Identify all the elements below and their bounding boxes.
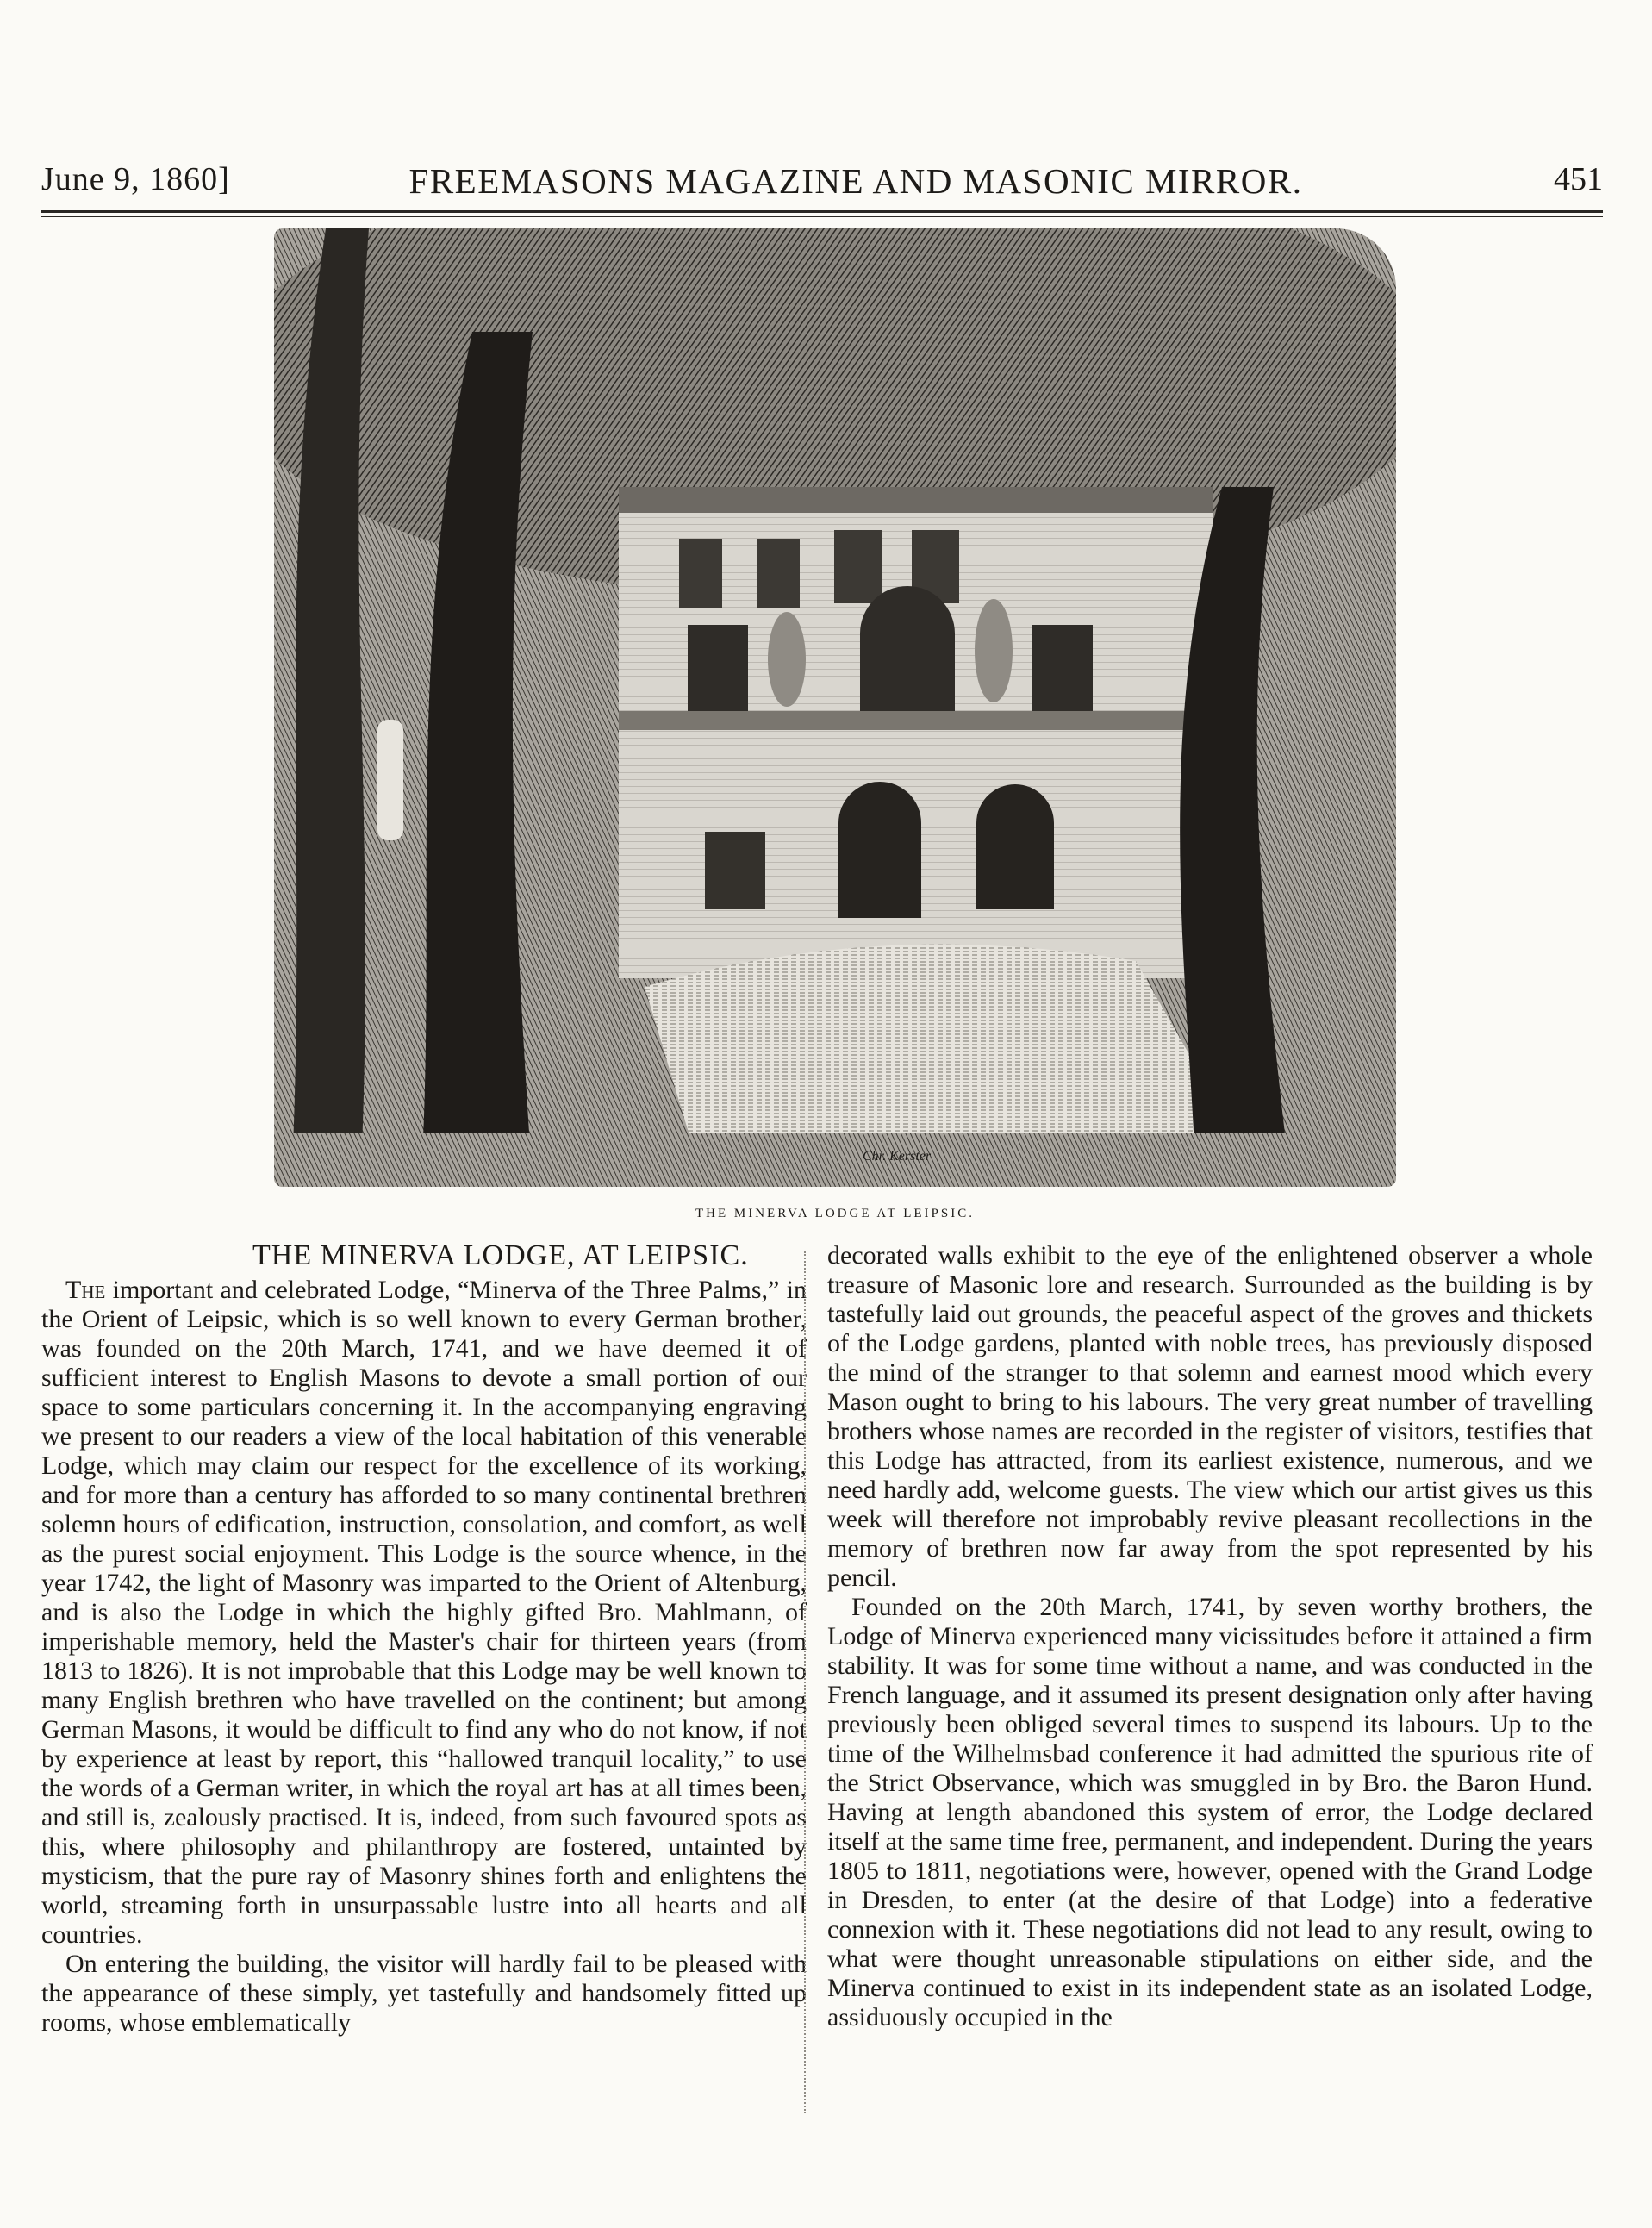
running-header: [41, 160, 1603, 210]
column-right: [827, 1241, 1593, 2032]
garden-statue: [377, 720, 403, 840]
header-rule-thin: [41, 216, 1603, 217]
engraver-signature: Chr. Kerster: [863, 1149, 932, 1164]
paragraph-text: important and celebrated Lodge, “Minerva of the Three Palms,” in the Orient of Leipsic, which is so well known to every German brother, was founded on the 20th March, 1741, and we have deemed it of sufficient interest to English Masons to devote a small portion of our space to some particulars concerning it. In the accompanying engraving we present to our readers a view of the local habitation of this venerable Lodge, which may claim our respect for the excellence of its working, and for more than a century has afforded to so many continental brethren solemn hours of edification, instruction, consolation, and comfort, as well as the purest social enjoyment. This Lodge is the source whence, in the year 1742, the light of Masonry was imparted to the Orient of Altenburg, and is also the Lodge in which the highly gifted Bro. Mahlmann, of imperishable memory, held the Master's chair for thirteen years (from 1813 to 1826). It is not improbable that this Lodge may be well known to many English brethren who have travelled on the continent; but among German Masons, it would be difficult to find any who do not know, if not by experience at least by report, this “hallowed tranquil locality,” to use the words of a German writer, in which the royal art has at all times been, and still is, zealously practised. It is, indeed, from such favoured spots as this, where philosophy and philanthropy are fostered, untainted by mysticism, that the pure ray of Masonry shines forth and enlightens the world, streaming forth in unsurpassable lustre into all hearts and all countries.: [41, 1276, 807, 1949]
header-rule: [41, 210, 1603, 213]
lodge-building: [619, 487, 1213, 978]
magazine-title: FREEMASONS MAGAZINE AND MASONIC MIRROR.: [408, 161, 1303, 201]
article-title: THE MINERVA LODGE, AT LEIPSIC.: [252, 1239, 749, 1271]
page-number: 451: [1554, 161, 1603, 197]
engraving-minerva-lodge: [274, 228, 1396, 1187]
paragraph: On entering the building, the visitor will hardly fail to be pleased with the appearance of these simply, yet tastefully and handsomely fitted up rooms, whose emblematically: [41, 1950, 807, 2037]
issue-date: June 9, 1860]: [41, 161, 230, 197]
column-left: [41, 1241, 807, 2038]
figure-caption: THE MINERVA LODGE AT LEIPSIC.: [695, 1207, 975, 1220]
paragraph: [41, 1276, 807, 1950]
column-divider: [804, 1251, 807, 2113]
paragraph: Founded on the 20th March, 1741, by seven worthy brothers, the Lodge of Minerva experienced many vicissitudes before it attained a firm stability. It was for some time without a name, and was conducted in the French language, and it assumed its present designation only after having previously been obliged several times to suspend its labours. Up to the time of the Wilhelmsbad conference it had admitted the spurious rite of the Strict Observance, which was smuggled in by Bro. the Baron Hund. Having at length abandoned this system of error, the Lodge declared itself at the same time free, permanent, and independent. During the years 1805 to 1811, negotiations were, however, opened with the Grand Lodge in Dresden, to enter (at the desire of that Lodge) into a federative connexion with it. These negotiations did not lead to any result, owing to what were thought unreasonable stipulations on either side, and the Minerva continued to exist in its independent state as an isolated Lodge, assiduously occupied in the: [827, 1593, 1593, 2031]
paragraph: decorated walls exhibit to the eye of the enlightened observer a whole treasure of Masonic lore and research. Surrounded as the building is by tastefully laid out grounds, the peaceful aspect of the groves and thickets of the Lodge gardens, planted with noble trees, has previously disposed the mind of the stranger to that solemn and earnest mood which every Mason ought to bring to his labours. The very great number of travelling brothers whose names are recorded in the register of visitors, testifies that this Lodge has attracted, from its earliest existence, numerous, and we need hardly add, welcome guests. The view which our artist gives us this week will therefore not improbably revive pleasant recollections in the memory of brethren now far away from the spot represented by his pencil.: [827, 1241, 1593, 1592]
drop-word: The: [65, 1276, 106, 1304]
